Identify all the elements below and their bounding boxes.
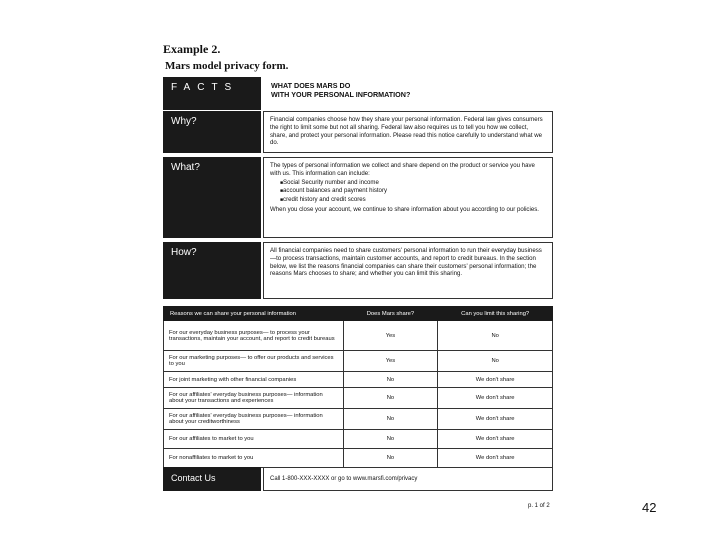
what-bullet: ■ credit history and credit scores — [280, 196, 546, 205]
what-label-box — [163, 157, 261, 238]
slide-number: 42 — [642, 500, 657, 515]
what-closing: When you close your account, we continue to share information about you according to our policies. — [270, 205, 539, 213]
header-can-limit: Can you limit this sharing? — [438, 307, 553, 321]
facts-label: FACTS — [171, 82, 239, 93]
contact-label-box — [163, 467, 261, 491]
share-cell: No — [343, 409, 438, 430]
how-label: How? — [171, 247, 197, 258]
limit-cell: We don't share — [438, 372, 553, 388]
share-cell: Yes — [343, 351, 438, 372]
reason-cell: For our everyday business purposes— to process your transactions, maintain your account, and report to credit bureaus — [164, 321, 344, 351]
contact-text: Call 1-800-XXX-XXXX or go to www.marsfi.com/privacy — [263, 467, 553, 491]
reason-cell: For our affiliates' everyday business purposes— information about your creditworthiness — [164, 409, 344, 430]
what-bullet: ■ Social Security number and income — [280, 179, 546, 188]
header-does-share: Does Mars share? — [343, 307, 438, 321]
header-reasons: Reasons we can share your personal information — [164, 307, 344, 321]
reason-cell: For our marketing purposes— to offer our products and services to you — [164, 351, 344, 372]
limit-cell: We don't share — [438, 388, 553, 409]
table-row — [164, 388, 553, 409]
reason-cell: For nonaffiliates to market to you — [164, 449, 344, 468]
table-header-row — [164, 307, 553, 321]
contact-section — [163, 467, 553, 491]
limit-cell: We don't share — [438, 430, 553, 449]
privacy-form — [163, 77, 553, 492]
how-section — [163, 242, 553, 299]
limit-cell: No — [438, 321, 553, 351]
table-row — [164, 351, 553, 372]
example-title: Example 2. — [163, 42, 221, 56]
how-text: All financial companies need to share customers' personal information to run their everyday business—to process transactions, maintain customer accounts, and report to credit bureaus. In the section below, we list the reasons financial companies can share their customers' personal information; the reasons Mars chooses to share; and whether you can limit this sharing. — [263, 242, 553, 299]
why-text: Financial companies choose how they share your personal information. Federal law gives consumers the right to limit some but not all sharing. Federal law also requires us to tell you how we collect, share, and protect your personal information. Please read this notice carefully to understand what we do. — [263, 111, 553, 153]
how-label-box — [163, 242, 261, 299]
what-intro: The types of personal information we collect and share depend on the product or service you have with us. This information can include: — [270, 162, 535, 177]
why-section — [163, 111, 553, 153]
limit-cell: We don't share — [438, 449, 553, 468]
page-indicator: p. 1 of 2 — [528, 503, 550, 509]
facts-header — [163, 77, 553, 110]
facts-question — [271, 81, 410, 99]
what-bullet-list — [280, 179, 546, 205]
share-cell: No — [343, 372, 438, 388]
reason-cell: For our affiliates to market to you — [164, 430, 344, 449]
limit-cell: No — [438, 351, 553, 372]
what-label: What? — [171, 162, 200, 173]
facts-question-line1: WHAT DOES MARS DO — [271, 81, 351, 90]
sharing-table — [163, 306, 553, 468]
share-cell: No — [343, 388, 438, 409]
limit-cell: We don't share — [438, 409, 553, 430]
what-section — [163, 157, 553, 238]
why-label: Why? — [171, 116, 197, 127]
facts-question-line2: WITH YOUR PERSONAL INFORMATION? — [271, 90, 411, 99]
table-row — [164, 430, 553, 449]
reason-cell: For joint marketing with other financial companies — [164, 372, 344, 388]
contact-label: Contact Us — [171, 473, 216, 483]
share-cell: Yes — [343, 321, 438, 351]
share-cell: No — [343, 430, 438, 449]
why-label-box — [163, 111, 261, 153]
table-row — [164, 372, 553, 388]
share-cell: No — [343, 449, 438, 468]
example-subtitle: Mars model privacy form. — [165, 60, 289, 72]
table-row — [164, 321, 553, 351]
facts-label-box — [163, 77, 261, 110]
what-bullet: ■ account balances and payment history — [280, 187, 546, 196]
what-content — [263, 157, 553, 238]
table-row — [164, 409, 553, 430]
reason-cell: For our affiliates' everyday business purposes— information about your transactions and experiences — [164, 388, 344, 409]
table-row — [164, 449, 553, 468]
